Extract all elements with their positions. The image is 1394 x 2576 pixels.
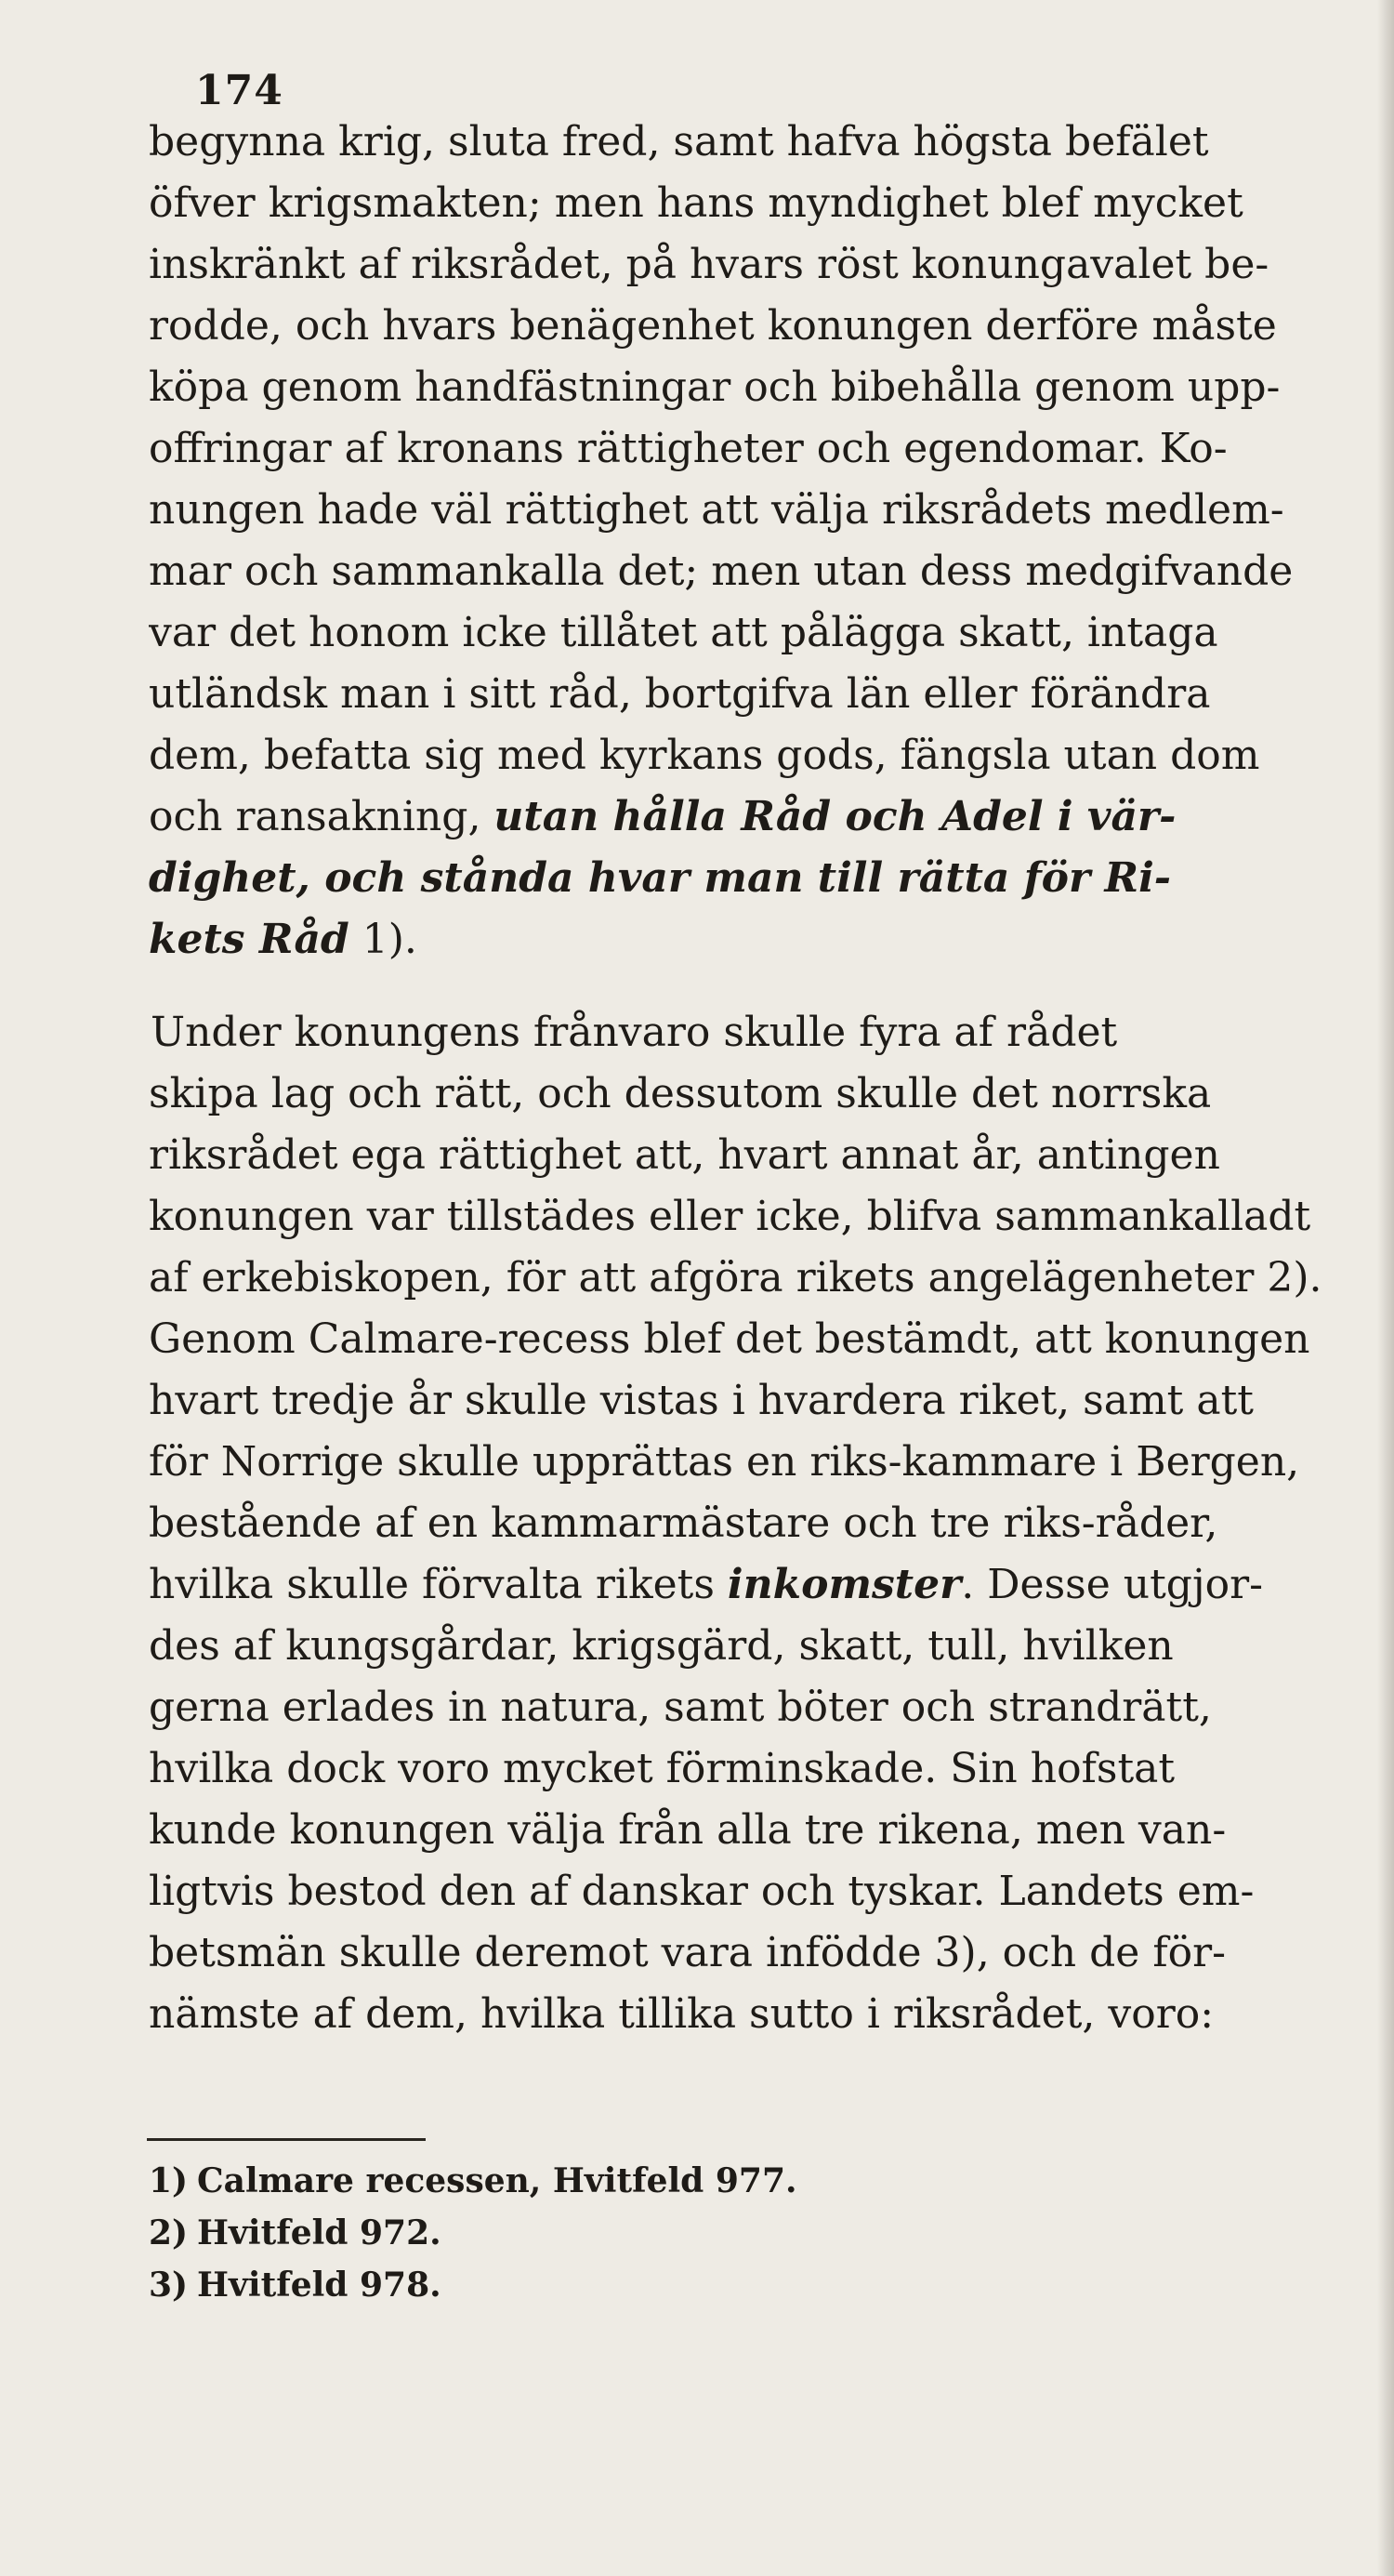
paragraph-gap (149, 971, 1357, 1002)
text-segment: ligtvis bestod den af danskar och tyskar. Landets em- (149, 1868, 1255, 1915)
text-segment: var det honom icke tillåtet att pålägga skatt, intaga (149, 609, 1218, 656)
text-segment: hvilka skulle förvalta rikets (149, 1561, 728, 1608)
text-line (149, 418, 1357, 480)
text-segment: dem, befatta sig med kyrkans gods, fängsla utan dom (149, 732, 1260, 779)
text-segment: 1). (348, 916, 417, 963)
text-line (149, 1309, 1357, 1370)
text-line (149, 1738, 1357, 1800)
footnote (149, 2155, 1264, 2207)
text-line (149, 1186, 1357, 1248)
text-line (149, 1063, 1357, 1125)
text-line (149, 664, 1357, 725)
text-line (149, 1800, 1357, 1861)
footnote-text: Calmare recessen, Hvitfeld 977. (197, 2161, 797, 2200)
text-line (149, 1370, 1357, 1432)
footnote (149, 2207, 1264, 2259)
text-segment: köpa genom handfästningar och bibehålla genom upp- (149, 363, 1281, 411)
footnote-text: Hvitfeld 972. (197, 2213, 441, 2252)
footnotes (149, 2155, 1264, 2311)
text-segment: Genom Calmare-recess blef det bestämdt, att konungen (149, 1315, 1310, 1363)
text-line (149, 541, 1357, 602)
text-segment: inskränkt af riksrådet, på hvars röst konungavalet be- (149, 241, 1269, 288)
text-segment: öfver krigsmakten; men hans myndighet blef mycket (149, 179, 1243, 227)
text-line (149, 1677, 1357, 1738)
footnote-text: Hvitfeld 978. (197, 2266, 441, 2305)
text-line (149, 1922, 1357, 1984)
footnote-divider (147, 2138, 426, 2141)
emphasized-text: kets Råd (149, 916, 349, 963)
text-line (149, 909, 1357, 971)
text-segment: hvilka dock voro mycket förminskade. Sin hofstat (149, 1745, 1176, 1792)
text-segment: hvart tredje år skulle vistas i hvardera riket, samt att (149, 1377, 1254, 1424)
emphasized-text: dighet, och stånda hvar man till rätta för Ri- (149, 854, 1172, 902)
text-segment: gerna erlades in natura, samt böter och strandrätt, (149, 1684, 1212, 1731)
text-line (149, 848, 1357, 909)
text-segment: skipa lag och rätt, och dessutom skulle det norrska (149, 1070, 1212, 1117)
body-text (149, 112, 1357, 2045)
text-segment: begynna krig, sluta fred, samt hafva högsta befälet (149, 118, 1209, 165)
text-line (149, 1984, 1357, 2045)
text-line (149, 296, 1357, 357)
text-segment: betsmän skulle deremot vara infödde 3), och de för- (149, 1929, 1226, 1976)
footnote-number: 3) (149, 2266, 189, 2305)
text-segment: mar och sammankalla det; men utan dess medgifvande (149, 548, 1294, 595)
text-segment: kunde konungen välja från alla tre rikena, men van- (149, 1806, 1227, 1854)
text-segment: offringar af kronans rättigheter och egendomar. Ko- (149, 425, 1228, 472)
text-line (149, 602, 1357, 664)
text-line (149, 112, 1357, 173)
text-line (149, 234, 1357, 296)
text-segment: och ransakning, (149, 793, 494, 840)
page-edge-shadow (1377, 0, 1394, 2576)
text-line (149, 1125, 1357, 1186)
footnote-number: 1) (149, 2161, 189, 2200)
text-segment: konungen var tillstädes eller icke, blifva sammankalladt (149, 1193, 1311, 1240)
text-segment: nungen hade väl rättighet att välja riksrådets medlem- (149, 486, 1284, 534)
text-segment: des af kungsgårdar, krigsgärd, skatt, tull, hvilken (149, 1622, 1174, 1670)
footnote-number: 2) (149, 2213, 189, 2252)
text-line (149, 1554, 1357, 1616)
text-line (149, 1861, 1357, 1922)
text-line (149, 1616, 1357, 1677)
text-line (149, 786, 1357, 848)
text-segment: . Desse utgjor- (961, 1561, 1263, 1608)
text-segment: nämste af dem, hvilka tillika sutto i riksrådet, voro: (149, 1990, 1215, 2038)
text-line (149, 357, 1357, 418)
text-line (149, 1493, 1357, 1554)
text-segment: af erkebiskopen, för att afgöra rikets angelägenheter 2). (149, 1254, 1322, 1301)
text-segment: utländsk man i sitt råd, bortgifva län eller förändra (149, 670, 1211, 718)
emphasized-text: inkomster (727, 1561, 962, 1608)
text-line (149, 173, 1357, 234)
text-segment: riksrådet ega rättighet att, hvart annat år, antingen (149, 1131, 1220, 1179)
text-segment: Under konungens frånvaro skulle fyra af rådet (151, 1009, 1118, 1056)
text-segment: för Norrige skulle upprättas en riks-kammare i Bergen, (149, 1438, 1300, 1486)
text-segment: rodde, och hvars benägenhet konungen derföre måste (149, 302, 1277, 350)
text-line (149, 725, 1357, 786)
text-segment: bestående af en kammarmästare och tre riks-råder, (149, 1499, 1218, 1547)
footnote (149, 2259, 1264, 2311)
text-line (149, 1432, 1357, 1493)
page-number: 174 (195, 67, 283, 114)
text-line (149, 1002, 1357, 1063)
text-line (149, 1248, 1357, 1309)
emphasized-text: utan hålla Råd och Adel i vär- (493, 793, 1177, 840)
text-line (149, 480, 1357, 541)
